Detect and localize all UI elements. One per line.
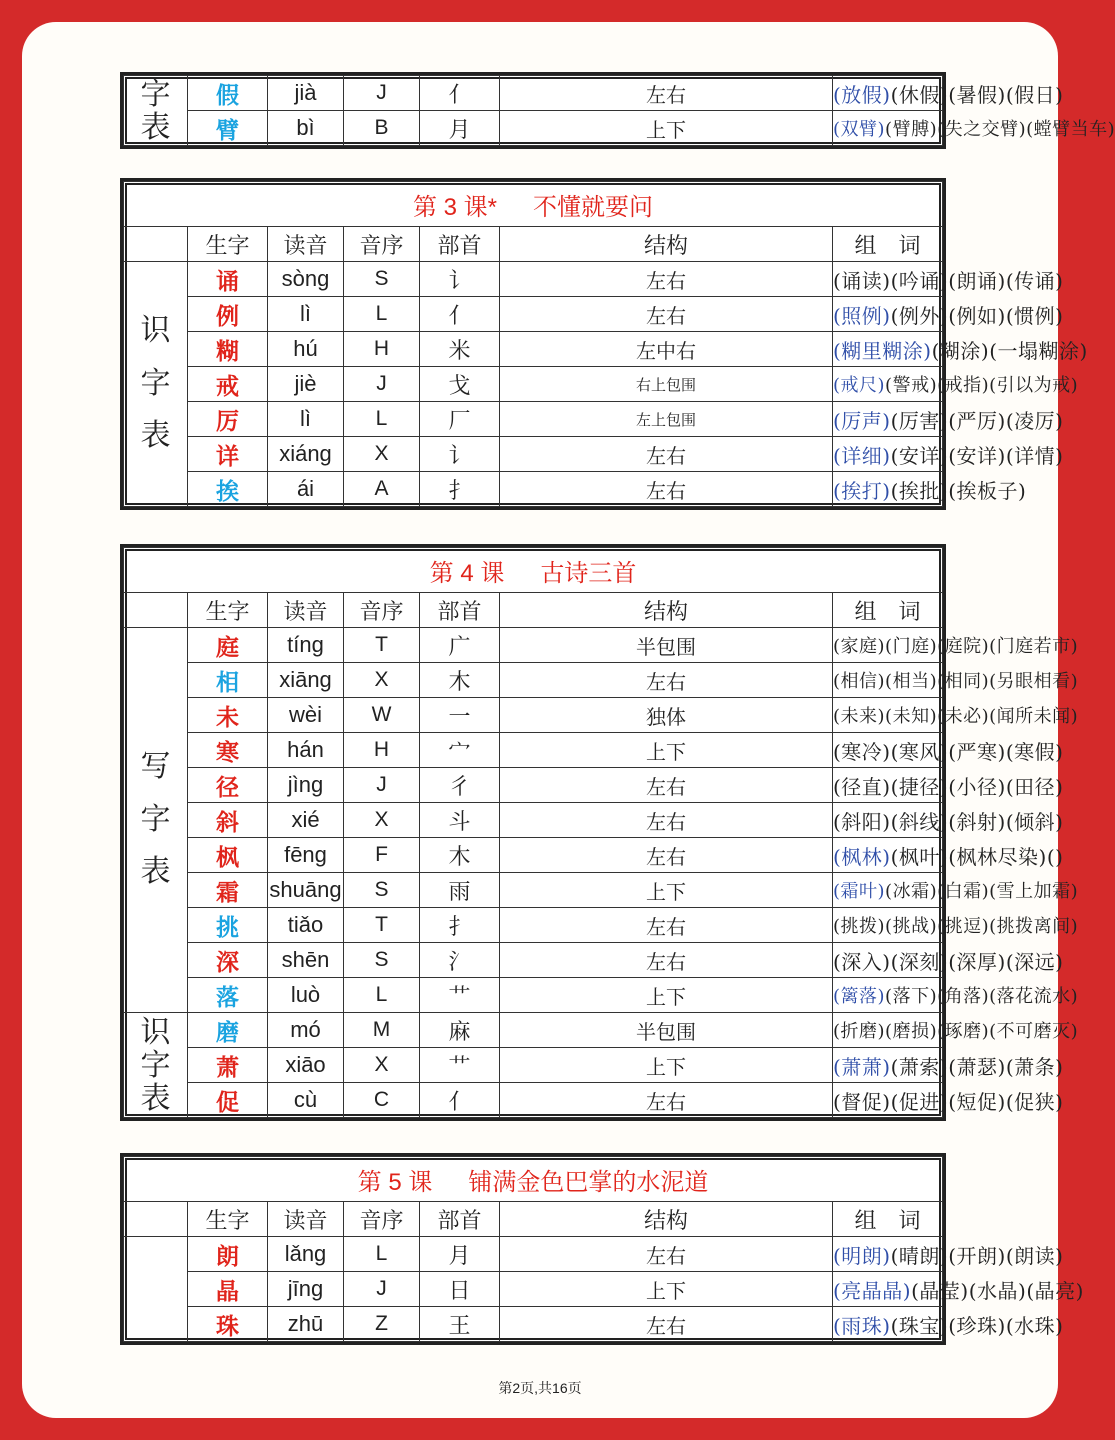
structure: 左右 [500, 437, 833, 472]
table-row [124, 1272, 943, 1307]
radical: 亻 [420, 297, 500, 332]
structure: 右上包围 [500, 367, 833, 402]
structure: 半包围 [500, 1013, 833, 1048]
word-list: (未来)(未知)(未必)(闻所未闻) [833, 706, 1079, 727]
header-cell: 生字 [188, 227, 268, 262]
word-group [833, 733, 1064, 768]
word-highlight: (亮晶晶) [833, 1278, 912, 1303]
lesson-title [124, 548, 943, 593]
word-list: (臂膊)(失之交臂)(螳臂当车) [885, 119, 1115, 140]
pinyin: jīng [268, 1272, 344, 1307]
structure: 左右 [500, 297, 833, 332]
word-group [833, 472, 1027, 507]
word-highlight: (霜叶) [833, 881, 886, 902]
initial-letter: S [344, 943, 420, 978]
initial-letter: J [344, 768, 420, 803]
word-highlight: (详细) [833, 443, 891, 468]
character: 朗 [188, 1237, 268, 1272]
radical: 王 [420, 1307, 500, 1342]
word-highlight: (厉声) [833, 408, 891, 433]
table-row [124, 873, 943, 908]
initial-letter: M [344, 1013, 420, 1048]
side-label [124, 1237, 188, 1342]
structure: 上下 [500, 873, 833, 908]
word-highlight: (照例) [833, 303, 891, 328]
header-cell: 音序 [344, 227, 420, 262]
lesson-table [120, 1153, 1084, 1345]
structure: 上下 [500, 1048, 833, 1083]
word-group [833, 367, 1079, 402]
word-group [833, 76, 1064, 111]
word-list: (径直)(捷径)(小径)(田径) [833, 774, 1064, 799]
header-blank [124, 1202, 188, 1237]
pinyin: cù [268, 1083, 344, 1118]
pinyin: xiāo [268, 1048, 344, 1083]
character: 枫 [188, 838, 268, 873]
pinyin: ái [268, 472, 344, 507]
word-group [833, 1083, 1064, 1118]
character: 磨 [188, 1013, 268, 1048]
word-list: (相信)(相当)(相同)(另眼相看) [833, 671, 1079, 692]
initial-letter: J [344, 1272, 420, 1307]
header-cell: 部首 [420, 1202, 500, 1237]
side-label: 字 表 [124, 76, 188, 146]
structure: 左右 [500, 803, 833, 838]
word-list: (例外)(例如)(惯例) [890, 303, 1064, 328]
initial-letter: H [344, 733, 420, 768]
word-group [833, 297, 1064, 332]
table-row [124, 111, 943, 146]
word-highlight: (明朗) [833, 1243, 891, 1268]
character: 径 [188, 768, 268, 803]
word-group [833, 838, 1064, 873]
table-row [124, 76, 943, 111]
radical: 一 [420, 698, 500, 733]
word-group [833, 663, 1079, 698]
initial-letter: X [344, 437, 420, 472]
pinyin: sòng [268, 262, 344, 297]
initial-letter: L [344, 1237, 420, 1272]
radical: 月 [420, 111, 500, 146]
radical: 讠 [420, 437, 500, 472]
table-row [124, 908, 943, 943]
initial-letter: H [344, 332, 420, 367]
structure: 左右 [500, 76, 833, 111]
table-row [124, 733, 943, 768]
structure: 左上包围 [500, 402, 833, 437]
radical: 麻 [420, 1013, 500, 1048]
character: 未 [188, 698, 268, 733]
word-group [833, 437, 1064, 472]
pinyin: lì [268, 402, 344, 437]
radical: 木 [420, 838, 500, 873]
lesson-table [120, 72, 1115, 149]
character: 厉 [188, 402, 268, 437]
word-list: (家庭)(门庭)(庭院)(门庭若市) [833, 636, 1079, 657]
word-group [833, 768, 1064, 803]
word-highlight: (枫林) [833, 844, 891, 869]
table-row [124, 803, 943, 838]
pinyin: jiè [268, 367, 344, 402]
initial-letter: L [344, 402, 420, 437]
table-row [124, 1307, 943, 1342]
structure: 左右 [500, 663, 833, 698]
pinyin: fēng [268, 838, 344, 873]
pinyin: tíng [268, 628, 344, 663]
header-cell: 生字 [188, 1202, 268, 1237]
header-cell: 结构 [500, 227, 833, 262]
structure: 左右 [500, 838, 833, 873]
lesson-title [124, 182, 943, 227]
word-group [833, 698, 1079, 733]
table-row [124, 943, 943, 978]
table-row [124, 367, 943, 402]
pinyin: xiāng [268, 663, 344, 698]
radical: 宀 [420, 733, 500, 768]
radical: 讠 [420, 262, 500, 297]
lesson-number: 第 3 课* [412, 193, 498, 221]
character: 详 [188, 437, 268, 472]
initial-letter: J [344, 367, 420, 402]
pinyin: xié [268, 803, 344, 838]
word-list: (寒冷)(寒风)(严寒)(寒假) [833, 739, 1064, 764]
word-group [833, 978, 1079, 1013]
table-row [124, 262, 943, 297]
radical: 厂 [420, 402, 500, 437]
word-highlight: (雨珠) [833, 1313, 891, 1338]
header-cell: 读音 [268, 227, 344, 262]
word-list: (挑拨)(挑战)(挑逗)(挑拨离间) [833, 916, 1079, 937]
word-highlight: (糊里糊涂) [833, 338, 932, 363]
word-list: (诵读)(吟诵)(朗诵)(传诵) [833, 268, 1064, 293]
character: 晶 [188, 1272, 268, 1307]
radical: 扌 [420, 472, 500, 507]
side-label: 识 字 表 [124, 1013, 188, 1118]
character: 落 [188, 978, 268, 1013]
initial-letter: W [344, 698, 420, 733]
word-group [833, 111, 1115, 146]
header-cell: 结构 [500, 593, 833, 628]
header-row [124, 593, 943, 628]
table-row [124, 698, 943, 733]
word-list: (挨批)(挨板子) [890, 478, 1027, 503]
radical: 木 [420, 663, 500, 698]
radical: 米 [420, 332, 500, 367]
word-group [833, 943, 1064, 978]
initial-letter: X [344, 663, 420, 698]
initial-letter: T [344, 908, 420, 943]
character: 珠 [188, 1307, 268, 1342]
word-list: (深入)(深刻)(深厚)(深远) [833, 949, 1064, 974]
word-highlight: (放假) [833, 82, 891, 107]
header-cell: 组 词 [833, 227, 943, 262]
initial-letter: A [344, 472, 420, 507]
word-list: (萧索)(萧瑟)(萧条) [890, 1054, 1064, 1079]
structure: 左右 [500, 262, 833, 297]
page-footer: 第2页,共16页 [498, 1380, 582, 1396]
radical: 斗 [420, 803, 500, 838]
character: 挨 [188, 472, 268, 507]
radical: 戈 [420, 367, 500, 402]
radical: 艹 [420, 978, 500, 1013]
lesson-title-row [124, 548, 943, 593]
pinyin: mó [268, 1013, 344, 1048]
word-group [833, 1272, 1084, 1307]
word-list: (折磨)(磨损)(琢磨)(不可磨灭) [833, 1021, 1079, 1042]
lesson-table [120, 544, 1079, 1121]
structure: 左右 [500, 1307, 833, 1342]
table-row [124, 628, 943, 663]
word-list: (厉害)(严厉)(凌厉) [890, 408, 1064, 433]
initial-letter: X [344, 803, 420, 838]
structure: 上下 [500, 111, 833, 146]
word-group [833, 1048, 1064, 1083]
structure: 独体 [500, 698, 833, 733]
table-row [124, 838, 943, 873]
initial-letter: Z [344, 1307, 420, 1342]
character: 庭 [188, 628, 268, 663]
character: 臂 [188, 111, 268, 146]
structure: 上下 [500, 978, 833, 1013]
table-row [124, 297, 943, 332]
word-group [833, 1013, 1079, 1048]
structure: 左中右 [500, 332, 833, 367]
lesson-name: 不懂就要问 [533, 193, 654, 221]
lesson-name: 古诗三首 [540, 559, 637, 587]
character: 假 [188, 76, 268, 111]
initial-letter: S [344, 262, 420, 297]
pinyin: hán [268, 733, 344, 768]
pinyin: shuāng [268, 873, 344, 908]
word-group [833, 873, 1079, 908]
word-list: (晶莹)(水晶)(晶亮) [911, 1278, 1084, 1303]
word-list: (晴朗)(开朗)(朗读) [890, 1243, 1064, 1268]
word-list: (珠宝)(珍珠)(水珠) [890, 1313, 1064, 1338]
initial-letter: B [344, 111, 420, 146]
character: 例 [188, 297, 268, 332]
word-group [833, 1307, 1064, 1342]
initial-letter: S [344, 873, 420, 908]
header-cell: 生字 [188, 593, 268, 628]
word-list: (警戒)(戒指)(引以为戒) [885, 375, 1079, 396]
character: 寒 [188, 733, 268, 768]
word-list: (糊涂)(一塌糊涂) [931, 338, 1088, 363]
word-highlight: (篱落) [833, 986, 886, 1007]
word-group [833, 908, 1079, 943]
pinyin: hú [268, 332, 344, 367]
lesson-number: 第 5 课 [357, 1168, 433, 1196]
structure: 左右 [500, 768, 833, 803]
table-row [124, 768, 943, 803]
word-group [833, 332, 1088, 367]
header-cell: 读音 [268, 1202, 344, 1237]
word-list: (落下)(角落)(落花流水) [885, 986, 1079, 1007]
header-row [124, 1202, 943, 1237]
pinyin: tiǎo [268, 908, 344, 943]
initial-letter: C [344, 1083, 420, 1118]
pinyin: zhū [268, 1307, 344, 1342]
table-row [124, 472, 943, 507]
initial-letter: L [344, 978, 420, 1013]
header-cell: 部首 [420, 593, 500, 628]
character: 萧 [188, 1048, 268, 1083]
character: 霜 [188, 873, 268, 908]
word-list: (斜阳)(斜线)(斜射)(倾斜) [833, 809, 1064, 834]
word-group [833, 262, 1064, 297]
lesson-number: 第 4 课 [429, 559, 505, 587]
structure: 左右 [500, 1083, 833, 1118]
table-row [124, 332, 943, 367]
lesson-title-row [124, 182, 943, 227]
header-cell: 结构 [500, 1202, 833, 1237]
lesson-title-row [124, 1157, 943, 1202]
word-highlight: (戒尺) [833, 375, 886, 396]
word-list: (冰霜)(白霜)(雪上加霜) [885, 881, 1079, 902]
initial-letter: J [344, 76, 420, 111]
radical: 扌 [420, 908, 500, 943]
table-row [124, 1013, 943, 1048]
lesson-table [120, 178, 1088, 510]
lesson-name: 铺满金色巴掌的水泥道 [468, 1168, 709, 1196]
word-list: (督促)(促进)(短促)(促狭) [833, 1089, 1064, 1114]
pinyin: jià [268, 76, 344, 111]
radical: 艹 [420, 1048, 500, 1083]
structure: 上下 [500, 733, 833, 768]
header-cell: 读音 [268, 593, 344, 628]
pinyin: luò [268, 978, 344, 1013]
header-cell: 组 词 [833, 1202, 943, 1237]
radical: 月 [420, 1237, 500, 1272]
pinyin: lì [268, 297, 344, 332]
word-list: (枫叶)(枫林尽染)() [890, 844, 1064, 869]
pinyin: xiáng [268, 437, 344, 472]
radical: 日 [420, 1272, 500, 1307]
word-group [833, 803, 1064, 838]
structure: 左右 [500, 943, 833, 978]
side-label: 写 字 表 [124, 628, 188, 1013]
header-cell: 音序 [344, 593, 420, 628]
radical: 雨 [420, 873, 500, 908]
word-group [833, 402, 1064, 437]
word-highlight: (挨打) [833, 478, 891, 503]
word-group [833, 628, 1079, 663]
structure: 左右 [500, 908, 833, 943]
character: 斜 [188, 803, 268, 838]
pinyin: wèi [268, 698, 344, 733]
header-cell: 部首 [420, 227, 500, 262]
table-row [124, 1237, 943, 1272]
header-row [124, 227, 943, 262]
header-cell: 音序 [344, 1202, 420, 1237]
lesson-title [124, 1157, 943, 1202]
structure: 上下 [500, 1272, 833, 1307]
character: 糊 [188, 332, 268, 367]
table-row [124, 1083, 943, 1118]
table-row [124, 978, 943, 1013]
radical: 广 [420, 628, 500, 663]
word-group [833, 1237, 1064, 1272]
structure: 左右 [500, 1237, 833, 1272]
header-cell: 组 词 [833, 593, 943, 628]
pinyin: bì [268, 111, 344, 146]
initial-letter: F [344, 838, 420, 873]
character: 诵 [188, 262, 268, 297]
header-blank [124, 593, 188, 628]
word-list: (休假)(暑假)(假日) [890, 82, 1064, 107]
initial-letter: L [344, 297, 420, 332]
pinyin: jìng [268, 768, 344, 803]
word-highlight: (萧萧) [833, 1054, 891, 1079]
word-list: (安详)(安详)(详情) [890, 443, 1064, 468]
character: 深 [188, 943, 268, 978]
character: 戒 [188, 367, 268, 402]
header-blank [124, 227, 188, 262]
pinyin: shēn [268, 943, 344, 978]
radical: 氵 [420, 943, 500, 978]
radical: 亻 [420, 1083, 500, 1118]
pinyin: lǎng [268, 1237, 344, 1272]
structure: 左右 [500, 472, 833, 507]
character: 相 [188, 663, 268, 698]
initial-letter: T [344, 628, 420, 663]
structure: 半包围 [500, 628, 833, 663]
side-label: 识 字 表 [124, 262, 188, 507]
table-row [124, 437, 943, 472]
radical: 彳 [420, 768, 500, 803]
initial-letter: X [344, 1048, 420, 1083]
character: 挑 [188, 908, 268, 943]
radical: 亻 [420, 76, 500, 111]
table-row [124, 1048, 943, 1083]
table-row [124, 663, 943, 698]
table-row [124, 402, 943, 437]
word-highlight: (双臂) [833, 119, 886, 140]
character: 促 [188, 1083, 268, 1118]
